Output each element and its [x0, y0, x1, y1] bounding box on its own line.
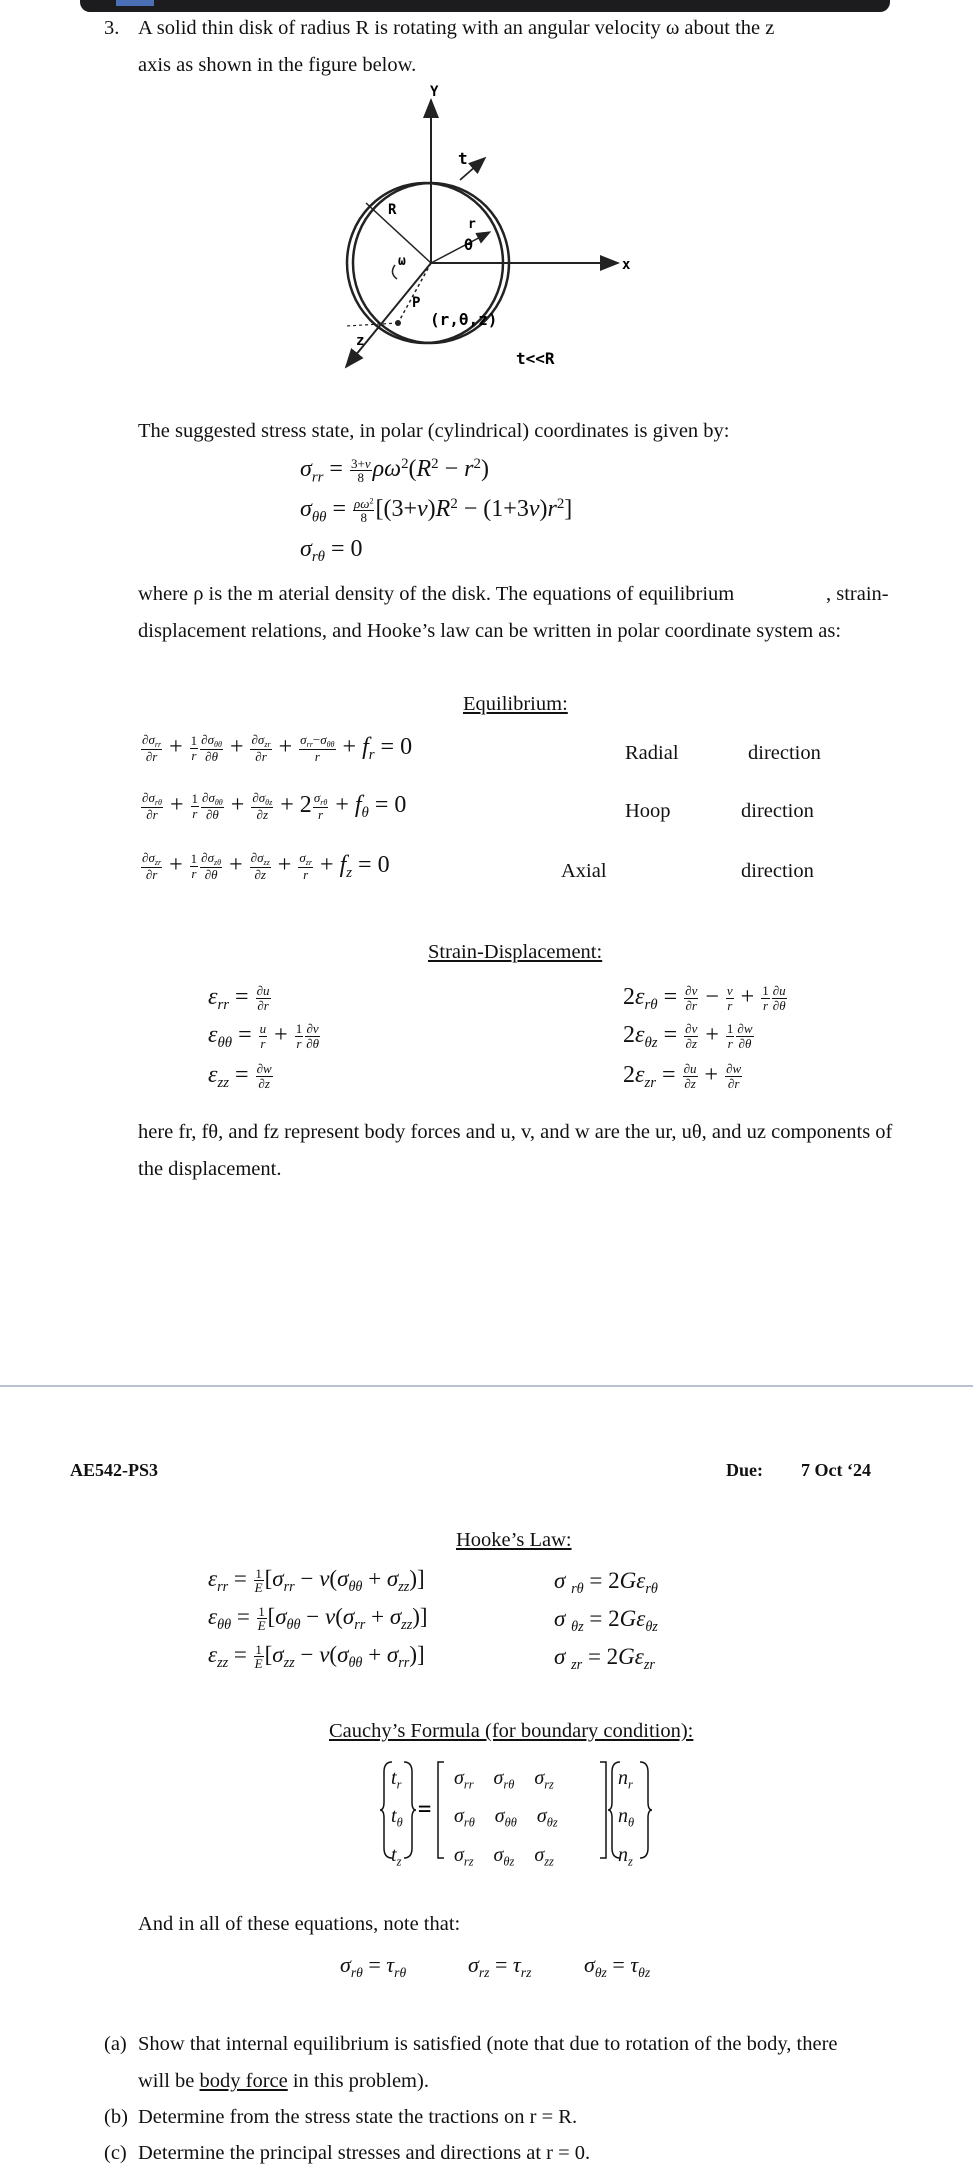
- eq-sigma-thetatheta: $\sigma_{\theta\theta}$ = $\frac{\rho\omega^2}{8}$ $[(3+\nu)R^2 - (1+3\nu)r^2]$: [300, 495, 573, 526]
- eq-strain-zr: $2\varepsilon_{zr}$ = $\frac{\partial u}{\partial z}$ + $\frac{\partial w}{\partial r}$: [623, 1061, 742, 1092]
- strain-displacement-heading: Strain-Displacement:: [428, 941, 603, 963]
- eq-strain-rr: $\varepsilon_{rr}$ = $\frac{\partial u}{\partial r}$: [208, 983, 270, 1014]
- where-text-line2: displacement relations, and Hooke’s law can be written in polar coordinate system as:: [138, 620, 842, 642]
- svg-text:=: =: [418, 1797, 432, 1822]
- page-divider: [0, 1385, 973, 1387]
- eq-strain-rtheta: $2\varepsilon_{r\theta}$ = $\frac{\partial v}{\partial r}$ − $\frac{v}{r}$ + $\frac{1}{r}$ $\frac{\partial u}{\partial\theta}$: [623, 983, 786, 1014]
- note-line: And in all of these equations, note that:: [138, 1913, 461, 1935]
- projection-line: [346, 323, 398, 326]
- question-b-label: (b): [104, 2106, 128, 2128]
- fig-label-z: z: [356, 333, 365, 349]
- eq-symmetry-rtheta: $\sigma_{r\theta} = \tau_{r\theta}$: [340, 1952, 407, 1980]
- eq-symmetry-thetaz: $\sigma_{\theta z} = \tau_{\theta z}$: [584, 1952, 651, 1980]
- body-force-note-line1: here fr, fθ, and fz represent body forces and u, v, and w are the ur, uθ, and uz components of: [138, 1121, 893, 1143]
- problem-statement-line1: A solid thin disk of radius R is rotating with an angular velocity ω about the z: [138, 17, 775, 39]
- question-a-text-line2: will be body force in this problem).: [138, 2070, 429, 2092]
- eq-strain-thetatheta: $\varepsilon_{\theta\theta}$ = $\frac{u}{r}$ + $\frac{1}{r}$ $\frac{\partial v}{\partial\theta}$: [208, 1021, 320, 1052]
- course-code: AE542-PS3: [70, 1460, 159, 1480]
- top-bar-tab-indicator: [116, 0, 154, 6]
- eq-symmetry-rz: $\sigma_{rz} = \tau_{rz}$: [468, 1952, 532, 1980]
- fig-label-thickness: t<<R: [516, 349, 555, 368]
- label-hoop: Hoop: [625, 800, 671, 822]
- due-date: 7 Oct ‘24: [801, 1460, 871, 1480]
- eq-sigma-rr: $\sigma_{rr}$ = $\frac{3+\nu}{8}$ $\rho\omega^2(R^2 - r^2)$: [300, 455, 489, 486]
- fig-label-x: x: [622, 257, 631, 273]
- fig-label-theta: θ: [464, 236, 474, 254]
- question-a-label: (a): [104, 2033, 127, 2055]
- question-a-text-line1: Show that internal equilibrium is satisfied (note that due to rotation of the body, there: [138, 2033, 838, 2055]
- due-label: Due:: [726, 1460, 763, 1480]
- problem-number: 3.: [104, 17, 120, 39]
- eq-hooke-rr: $\varepsilon_{rr}$ = $\frac{1}{E}$ $[\sigma_{rr} - \nu(\sigma_{\theta\theta} + \sigma_{zz})]$: [208, 1565, 425, 1596]
- fig-label-y: Y: [430, 84, 439, 100]
- equilibrium-heading: Equilibrium:: [463, 693, 568, 715]
- label-axial: Axial: [561, 860, 607, 882]
- eq-hooke-shear-thetaz: σ $_{\theta z} = 2G\varepsilon_{\theta z}$: [554, 1606, 658, 1635]
- fig-label-t: t: [458, 149, 468, 168]
- normal-vector: $n_r$ $n_\theta$ $n_z$: [618, 1767, 635, 1868]
- eq-hooke-shear-zr: σ $_{zr} = 2G\varepsilon_{zr}$: [554, 1644, 655, 1673]
- stress-tensor-matrix: $\sigma_{rr}$ $\sigma_{r\theta}$ $\sigma_{rz}$ $\sigma_{r\theta}$ $\sigma_{\theta\theta}$ $\sigma_{\theta z}$ $\sigma_{rz}$ $\sigma_{\theta z}$ $\sigma_{zz}$: [454, 1767, 558, 1868]
- label-axial-direction: direction: [741, 860, 814, 882]
- position-vector: [398, 263, 431, 323]
- eq-hooke-zz: $\varepsilon_{zz}$ = $\frac{1}{E}$ $[\sigma_{zz} - \nu(\sigma_{\theta\theta} + \sigma_{rr})]$: [208, 1641, 425, 1672]
- eq-equilibrium-axial: $\frac{\partial\sigma_{zr}}{\partial r}$ + $\frac{1}{r}$ $\frac{\partial\sigma_{z\theta}}{\partial\theta}$ + $\frac{\partial\sigma_{zz}}{\partial z}$ + $\frac{\sigma_{zr}}{r}$ + $f_z = 0$: [142, 850, 390, 883]
- label-hoop-direction: direction: [741, 800, 814, 822]
- question-c-text: Determine the principal stresses and directions at r = 0.: [138, 2142, 591, 2164]
- fig-label-omega: ω: [398, 254, 406, 269]
- stress-intro: The suggested stress state, in polar (cylindrical) coordinates is given by:: [138, 420, 730, 442]
- label-radial: Radial: [625, 742, 679, 764]
- rotation-arrow: [392, 265, 397, 279]
- eq-strain-thetaz: $2\varepsilon_{\theta z}$ = $\frac{\partial v}{\partial z}$ + $\frac{1}{r}$ $\frac{\partial w}{\partial\theta}$: [623, 1021, 753, 1052]
- question-c-label: (c): [104, 2142, 127, 2164]
- question-b-text: Determine from the stress state the tractions on r = R.: [138, 2106, 578, 2128]
- where-text-line1a: where ρ is the m aterial density of the disk. The equations of equilibrium: [138, 583, 735, 605]
- eq-hooke-shear-rtheta: σ $_{r\theta} = 2G\varepsilon_{r\theta}$: [554, 1568, 658, 1597]
- eq-equilibrium-hoop: $\frac{\partial\sigma_{r\theta}}{\partial r}$ + $\frac{1}{r}$ $\frac{\partial\sigma_{\theta\theta}}{\partial\theta}$ + $\frac{\partial\sigma_{\theta z}}{\partial z}$ + 2 $\frac{\sigma_{r\theta}}{r}$ + $f_\theta = 0$: [142, 790, 407, 823]
- browser-top-bar: [80, 0, 890, 12]
- r-arrow: [431, 232, 490, 263]
- rotating-disk-figure: [300, 80, 660, 380]
- fig-label-R: R: [388, 202, 397, 218]
- cauchy-heading: Cauchy’s Formula (for boundary condition):: [329, 1720, 694, 1742]
- problem-statement-line2: axis as shown in the figure below.: [138, 54, 417, 76]
- fig-label-point: (r,θ,z): [430, 310, 498, 329]
- fig-label-p: P: [412, 295, 421, 311]
- eq-equilibrium-radial: $\frac{\partial\sigma_{rr}}{\partial r}$ + $\frac{1}{r}$ $\frac{\partial\sigma_{\theta\theta}}{\partial\theta}$ + $\frac{\partial\sigma_{zr}}{\partial r}$ + $\frac{\sigma_{rr}-\sigma_{\theta\theta}}{r}$ + $f_r = 0$: [142, 732, 413, 765]
- eq-sigma-rtheta: $\sigma_{r\theta} = 0$: [300, 536, 363, 566]
- traction-vector: $t_r$ $t_\theta$ $t_z$: [391, 1767, 403, 1868]
- fig-label-r: r: [468, 217, 476, 232]
- eq-strain-zz: $\varepsilon_{zz}$ = $\frac{\partial w}{\partial z}$: [208, 1061, 272, 1092]
- hookes-law-heading: Hooke’s Law:: [456, 1529, 572, 1551]
- z-axis: [346, 263, 431, 367]
- point-p: [395, 320, 401, 326]
- eq-hooke-thetatheta: $\varepsilon_{\theta\theta}$ = $\frac{1}{E}$ $[\sigma_{\theta\theta} - \nu(\sigma_{rr} + \sigma_{zz})]$: [208, 1603, 428, 1634]
- where-text-line1b: , strain-: [826, 583, 889, 605]
- label-radial-direction: direction: [748, 742, 821, 764]
- body-force-note-line2: the displacement.: [138, 1158, 282, 1180]
